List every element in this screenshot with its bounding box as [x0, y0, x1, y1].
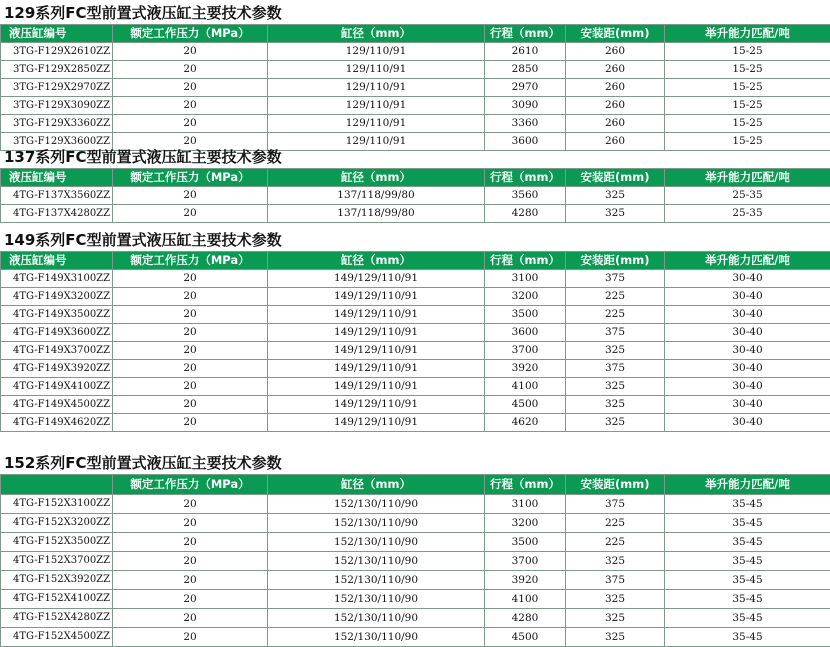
cell-cylinder-code: 3TG-F129X2850ZZ: [1, 61, 113, 79]
header-bore-diameter: 缸径（mm）: [268, 252, 485, 270]
table-row: [1, 342, 830, 360]
cell-mounting-distance: 260: [566, 43, 665, 61]
cell-stroke: 2970: [485, 79, 566, 97]
cell-bore-diameter: 149/129/110/91: [268, 324, 485, 342]
cell-bore-diameter: 149/129/110/91: [268, 288, 485, 306]
cell-stroke: 4100: [485, 378, 566, 396]
cell-lifting-capacity: 30-40: [665, 324, 830, 342]
header-mounting-distance: 安装距(mm): [566, 25, 665, 43]
cell-stroke: 3100: [485, 495, 566, 514]
cell-stroke: 4500: [485, 396, 566, 414]
cell-cylinder-code: 4TG-F152X3500ZZ: [1, 533, 113, 552]
cell-bore-diameter: 149/129/110/91: [268, 306, 485, 324]
cell-stroke: 2610: [485, 43, 566, 61]
header-bore-diameter: 缸径（mm）: [268, 25, 485, 43]
cell-bore-diameter: 149/129/110/91: [268, 414, 485, 432]
cell-lifting-capacity: 15-25: [665, 79, 830, 97]
cell-stroke: 3600: [485, 324, 566, 342]
cell-cylinder-code: 4TG-F149X3700ZZ: [1, 342, 113, 360]
cell-cylinder-code: 3TG-F129X3360ZZ: [1, 115, 113, 133]
cell-mounting-distance: 375: [566, 324, 665, 342]
header-lifting-capacity: 举升能力匹配/吨: [665, 252, 830, 270]
spec-table: [0, 251, 830, 432]
cell-lifting-capacity: 30-40: [665, 396, 830, 414]
cell-rated-pressure: 20: [113, 270, 268, 288]
cell-lifting-capacity: 35-45: [665, 609, 830, 628]
spec-table: [0, 168, 830, 223]
cell-bore-diameter: 149/129/110/91: [268, 378, 485, 396]
table-row: [1, 609, 830, 628]
header-bore-diameter: 缸径（mm）: [268, 169, 485, 187]
cell-rated-pressure: 20: [113, 97, 268, 115]
header-mounting-distance: 安装距(mm): [566, 169, 665, 187]
table-row: [1, 533, 830, 552]
cell-stroke: 3700: [485, 342, 566, 360]
cell-mounting-distance: 325: [566, 609, 665, 628]
header-rated-pressure: 额定工作压力（MPa）: [113, 252, 268, 270]
cell-mounting-distance: 325: [566, 187, 665, 205]
cell-lifting-capacity: 35-45: [665, 552, 830, 571]
cell-bore-diameter: 137/118/99/80: [268, 205, 485, 223]
cell-rated-pressure: 20: [113, 342, 268, 360]
header-lifting-capacity: 举升能力匹配/吨: [665, 169, 830, 187]
cell-mounting-distance: 260: [566, 61, 665, 79]
cell-cylinder-code: 4TG-F152X4500ZZ: [1, 628, 113, 647]
cell-lifting-capacity: 35-45: [665, 628, 830, 647]
cell-bore-diameter: 149/129/110/91: [268, 342, 485, 360]
cell-bore-diameter: 149/129/110/91: [268, 360, 485, 378]
cell-stroke: 3500: [485, 533, 566, 552]
cell-bore-diameter: 152/130/110/90: [268, 628, 485, 647]
cell-cylinder-code: 4TG-F149X3920ZZ: [1, 360, 113, 378]
cell-lifting-capacity: 35-45: [665, 495, 830, 514]
cell-bore-diameter: 137/118/99/80: [268, 187, 485, 205]
cell-stroke: 3500: [485, 306, 566, 324]
header-mounting-distance: 安装距(mm): [566, 475, 665, 495]
cell-cylinder-code: 3TG-F129X2970ZZ: [1, 79, 113, 97]
cell-stroke: 4620: [485, 414, 566, 432]
cell-bore-diameter: 152/130/110/90: [268, 571, 485, 590]
cell-cylinder-code: 3TG-F129X2610ZZ: [1, 43, 113, 61]
cell-rated-pressure: 20: [113, 61, 268, 79]
cell-mounting-distance: 225: [566, 288, 665, 306]
section-152: [0, 452, 830, 647]
cell-lifting-capacity: 15-25: [665, 133, 830, 151]
cell-cylinder-code: 4TG-F149X4100ZZ: [1, 378, 113, 396]
cell-rated-pressure: 20: [113, 115, 268, 133]
table-row: [1, 552, 830, 571]
cell-mounting-distance: 325: [566, 205, 665, 223]
header-rated-pressure: 额定工作压力（MPa）: [113, 475, 268, 495]
cell-stroke: 2850: [485, 61, 566, 79]
cell-stroke: 3100: [485, 270, 566, 288]
section-149: [0, 229, 830, 432]
header-cylinder-code: 液压缸编号: [1, 25, 113, 43]
cell-stroke: 3200: [485, 514, 566, 533]
header-row: [1, 475, 830, 495]
cell-lifting-capacity: 15-25: [665, 115, 830, 133]
spec-table: [0, 24, 830, 151]
cell-lifting-capacity: 35-45: [665, 590, 830, 609]
cell-bore-diameter: 129/110/91: [268, 79, 485, 97]
cell-rated-pressure: 20: [113, 571, 268, 590]
cell-stroke: 3090: [485, 97, 566, 115]
cell-bore-diameter: 152/130/110/90: [268, 552, 485, 571]
cell-bore-diameter: 149/129/110/91: [268, 270, 485, 288]
table-row: [1, 396, 830, 414]
cell-bore-diameter: 149/129/110/91: [268, 396, 485, 414]
table-row: [1, 324, 830, 342]
cell-cylinder-code: 4TG-F149X3100ZZ: [1, 270, 113, 288]
cell-lifting-capacity: 30-40: [665, 342, 830, 360]
cell-lifting-capacity: 30-40: [665, 378, 830, 396]
cell-mounting-distance: 325: [566, 590, 665, 609]
table-row: [1, 115, 830, 133]
cell-rated-pressure: 20: [113, 514, 268, 533]
table-row: [1, 205, 830, 223]
cell-mounting-distance: 375: [566, 360, 665, 378]
table-row: [1, 187, 830, 205]
cell-mounting-distance: 325: [566, 342, 665, 360]
cell-rated-pressure: 20: [113, 628, 268, 647]
table-row: [1, 61, 830, 79]
cell-rated-pressure: 20: [113, 360, 268, 378]
cell-rated-pressure: 20: [113, 187, 268, 205]
cell-lifting-capacity: 15-25: [665, 61, 830, 79]
cell-stroke: 3920: [485, 360, 566, 378]
cell-mounting-distance: 260: [566, 115, 665, 133]
table-row: [1, 514, 830, 533]
cell-mounting-distance: 325: [566, 396, 665, 414]
cell-lifting-capacity: 30-40: [665, 306, 830, 324]
cell-rated-pressure: 20: [113, 414, 268, 432]
header-row: [1, 169, 830, 187]
cell-lifting-capacity: 30-40: [665, 270, 830, 288]
cell-mounting-distance: 260: [566, 79, 665, 97]
cell-cylinder-code: 4TG-F152X4280ZZ: [1, 609, 113, 628]
section-137: [0, 146, 830, 223]
cell-cylinder-code: 4TG-F149X3600ZZ: [1, 324, 113, 342]
cell-mounting-distance: 375: [566, 571, 665, 590]
header-lifting-capacity: 举升能力匹配/吨: [665, 475, 830, 495]
section-title: 149系列FC型前置式液压缸主要技术参数: [0, 229, 830, 251]
cell-rated-pressure: 20: [113, 79, 268, 97]
cell-stroke: 4280: [485, 205, 566, 223]
cell-lifting-capacity: 35-45: [665, 571, 830, 590]
cell-rated-pressure: 20: [113, 288, 268, 306]
cell-cylinder-code: 4TG-F152X3700ZZ: [1, 552, 113, 571]
cell-lifting-capacity: 30-40: [665, 414, 830, 432]
cell-stroke: 3600: [485, 133, 566, 151]
cell-rated-pressure: 20: [113, 533, 268, 552]
header-bore-diameter: 缸径（mm）: [268, 475, 485, 495]
cell-bore-diameter: 152/130/110/90: [268, 495, 485, 514]
cell-rated-pressure: 20: [113, 378, 268, 396]
cell-cylinder-code: 3TG-F129X3090ZZ: [1, 97, 113, 115]
cell-stroke: 3200: [485, 288, 566, 306]
cell-rated-pressure: 20: [113, 133, 268, 151]
header-row: [1, 252, 830, 270]
cell-mounting-distance: 375: [566, 270, 665, 288]
cell-cylinder-code: 4TG-F137X3560ZZ: [1, 187, 113, 205]
table-row: [1, 270, 830, 288]
table-row: [1, 590, 830, 609]
cell-bore-diameter: 129/110/91: [268, 115, 485, 133]
cell-bore-diameter: 152/130/110/90: [268, 514, 485, 533]
cell-rated-pressure: 20: [113, 552, 268, 571]
cell-mounting-distance: 325: [566, 628, 665, 647]
cell-stroke: 4100: [485, 590, 566, 609]
cell-mounting-distance: 225: [566, 514, 665, 533]
cell-mounting-distance: 225: [566, 533, 665, 552]
cell-mounting-distance: 260: [566, 133, 665, 151]
cell-cylinder-code: 4TG-F137X4280ZZ: [1, 205, 113, 223]
cell-bore-diameter: 129/110/91: [268, 43, 485, 61]
cell-cylinder-code: 4TG-F149X4620ZZ: [1, 414, 113, 432]
header-cylinder-code: 液压缸编号: [1, 169, 113, 187]
header-mounting-distance: 安装距(mm): [566, 252, 665, 270]
cell-cylinder-code: 4TG-F152X3920ZZ: [1, 571, 113, 590]
cell-cylinder-code: 4TG-F152X4100ZZ: [1, 590, 113, 609]
header-row: [1, 25, 830, 43]
section-title: 137系列FC型前置式液压缸主要技术参数: [0, 146, 830, 168]
cell-mounting-distance: 260: [566, 97, 665, 115]
table-row: [1, 628, 830, 647]
table-row: [1, 495, 830, 514]
cell-stroke: 4280: [485, 609, 566, 628]
cell-lifting-capacity: 30-40: [665, 288, 830, 306]
cell-cylinder-code: 4TG-F149X3200ZZ: [1, 288, 113, 306]
spec-table: [0, 474, 830, 647]
cell-mounting-distance: 325: [566, 552, 665, 571]
table-row: [1, 414, 830, 432]
cell-rated-pressure: 20: [113, 590, 268, 609]
cell-stroke: 4500: [485, 628, 566, 647]
table-row: [1, 79, 830, 97]
cell-cylinder-code: 4TG-F152X3200ZZ: [1, 514, 113, 533]
cell-stroke: 3920: [485, 571, 566, 590]
header-rated-pressure: 额定工作压力（MPa）: [113, 169, 268, 187]
cell-bore-diameter: 129/110/91: [268, 97, 485, 115]
header-stroke: 行程（mm）: [485, 169, 566, 187]
table-row: [1, 378, 830, 396]
cell-rated-pressure: 20: [113, 306, 268, 324]
table-row: [1, 360, 830, 378]
section-129: [0, 2, 830, 151]
cell-bore-diameter: 129/110/91: [268, 133, 485, 151]
header-rated-pressure: 额定工作压力（MPa）: [113, 25, 268, 43]
cell-lifting-capacity: 35-45: [665, 514, 830, 533]
header-lifting-capacity: 举升能力匹配/吨: [665, 25, 830, 43]
table-row: [1, 97, 830, 115]
cell-lifting-capacity: 25-35: [665, 205, 830, 223]
header-stroke: 行程（mm）: [485, 475, 566, 495]
section-title: 129系列FC型前置式液压缸主要技术参数: [0, 2, 830, 24]
cell-rated-pressure: 20: [113, 205, 268, 223]
cell-cylinder-code: 3TG-F129X3600ZZ: [1, 133, 113, 151]
cell-lifting-capacity: 25-35: [665, 187, 830, 205]
cell-rated-pressure: 20: [113, 609, 268, 628]
cell-bore-diameter: 152/130/110/90: [268, 609, 485, 628]
cell-lifting-capacity: 15-25: [665, 43, 830, 61]
cell-mounting-distance: 225: [566, 306, 665, 324]
table-row: [1, 288, 830, 306]
cell-stroke: 3360: [485, 115, 566, 133]
cell-cylinder-code: 4TG-F152X3100ZZ: [1, 495, 113, 514]
cell-mounting-distance: 325: [566, 414, 665, 432]
cell-stroke: 3560: [485, 187, 566, 205]
cell-rated-pressure: 20: [113, 396, 268, 414]
cell-bore-diameter: 152/130/110/90: [268, 590, 485, 609]
cell-cylinder-code: 4TG-F149X4500ZZ: [1, 396, 113, 414]
section-title: 152系列FC型前置式液压缸主要技术参数: [0, 452, 830, 474]
header-cylinder-code: 液压缸编号: [1, 252, 113, 270]
table-row: [1, 43, 830, 61]
cell-lifting-capacity: 30-40: [665, 360, 830, 378]
table-row: [1, 306, 830, 324]
header-stroke: 行程（mm）: [485, 252, 566, 270]
cell-stroke: 3700: [485, 552, 566, 571]
cell-rated-pressure: 20: [113, 495, 268, 514]
cell-rated-pressure: 20: [113, 43, 268, 61]
cell-bore-diameter: 129/110/91: [268, 61, 485, 79]
cell-rated-pressure: 20: [113, 324, 268, 342]
cell-mounting-distance: 325: [566, 378, 665, 396]
cell-mounting-distance: 375: [566, 495, 665, 514]
cell-lifting-capacity: 35-45: [665, 533, 830, 552]
header-stroke: 行程（mm）: [485, 25, 566, 43]
cell-bore-diameter: 152/130/110/90: [268, 533, 485, 552]
cell-cylinder-code: 4TG-F149X3500ZZ: [1, 306, 113, 324]
cell-lifting-capacity: 15-25: [665, 97, 830, 115]
table-row: [1, 571, 830, 590]
header-cylinder-code: [1, 475, 113, 495]
